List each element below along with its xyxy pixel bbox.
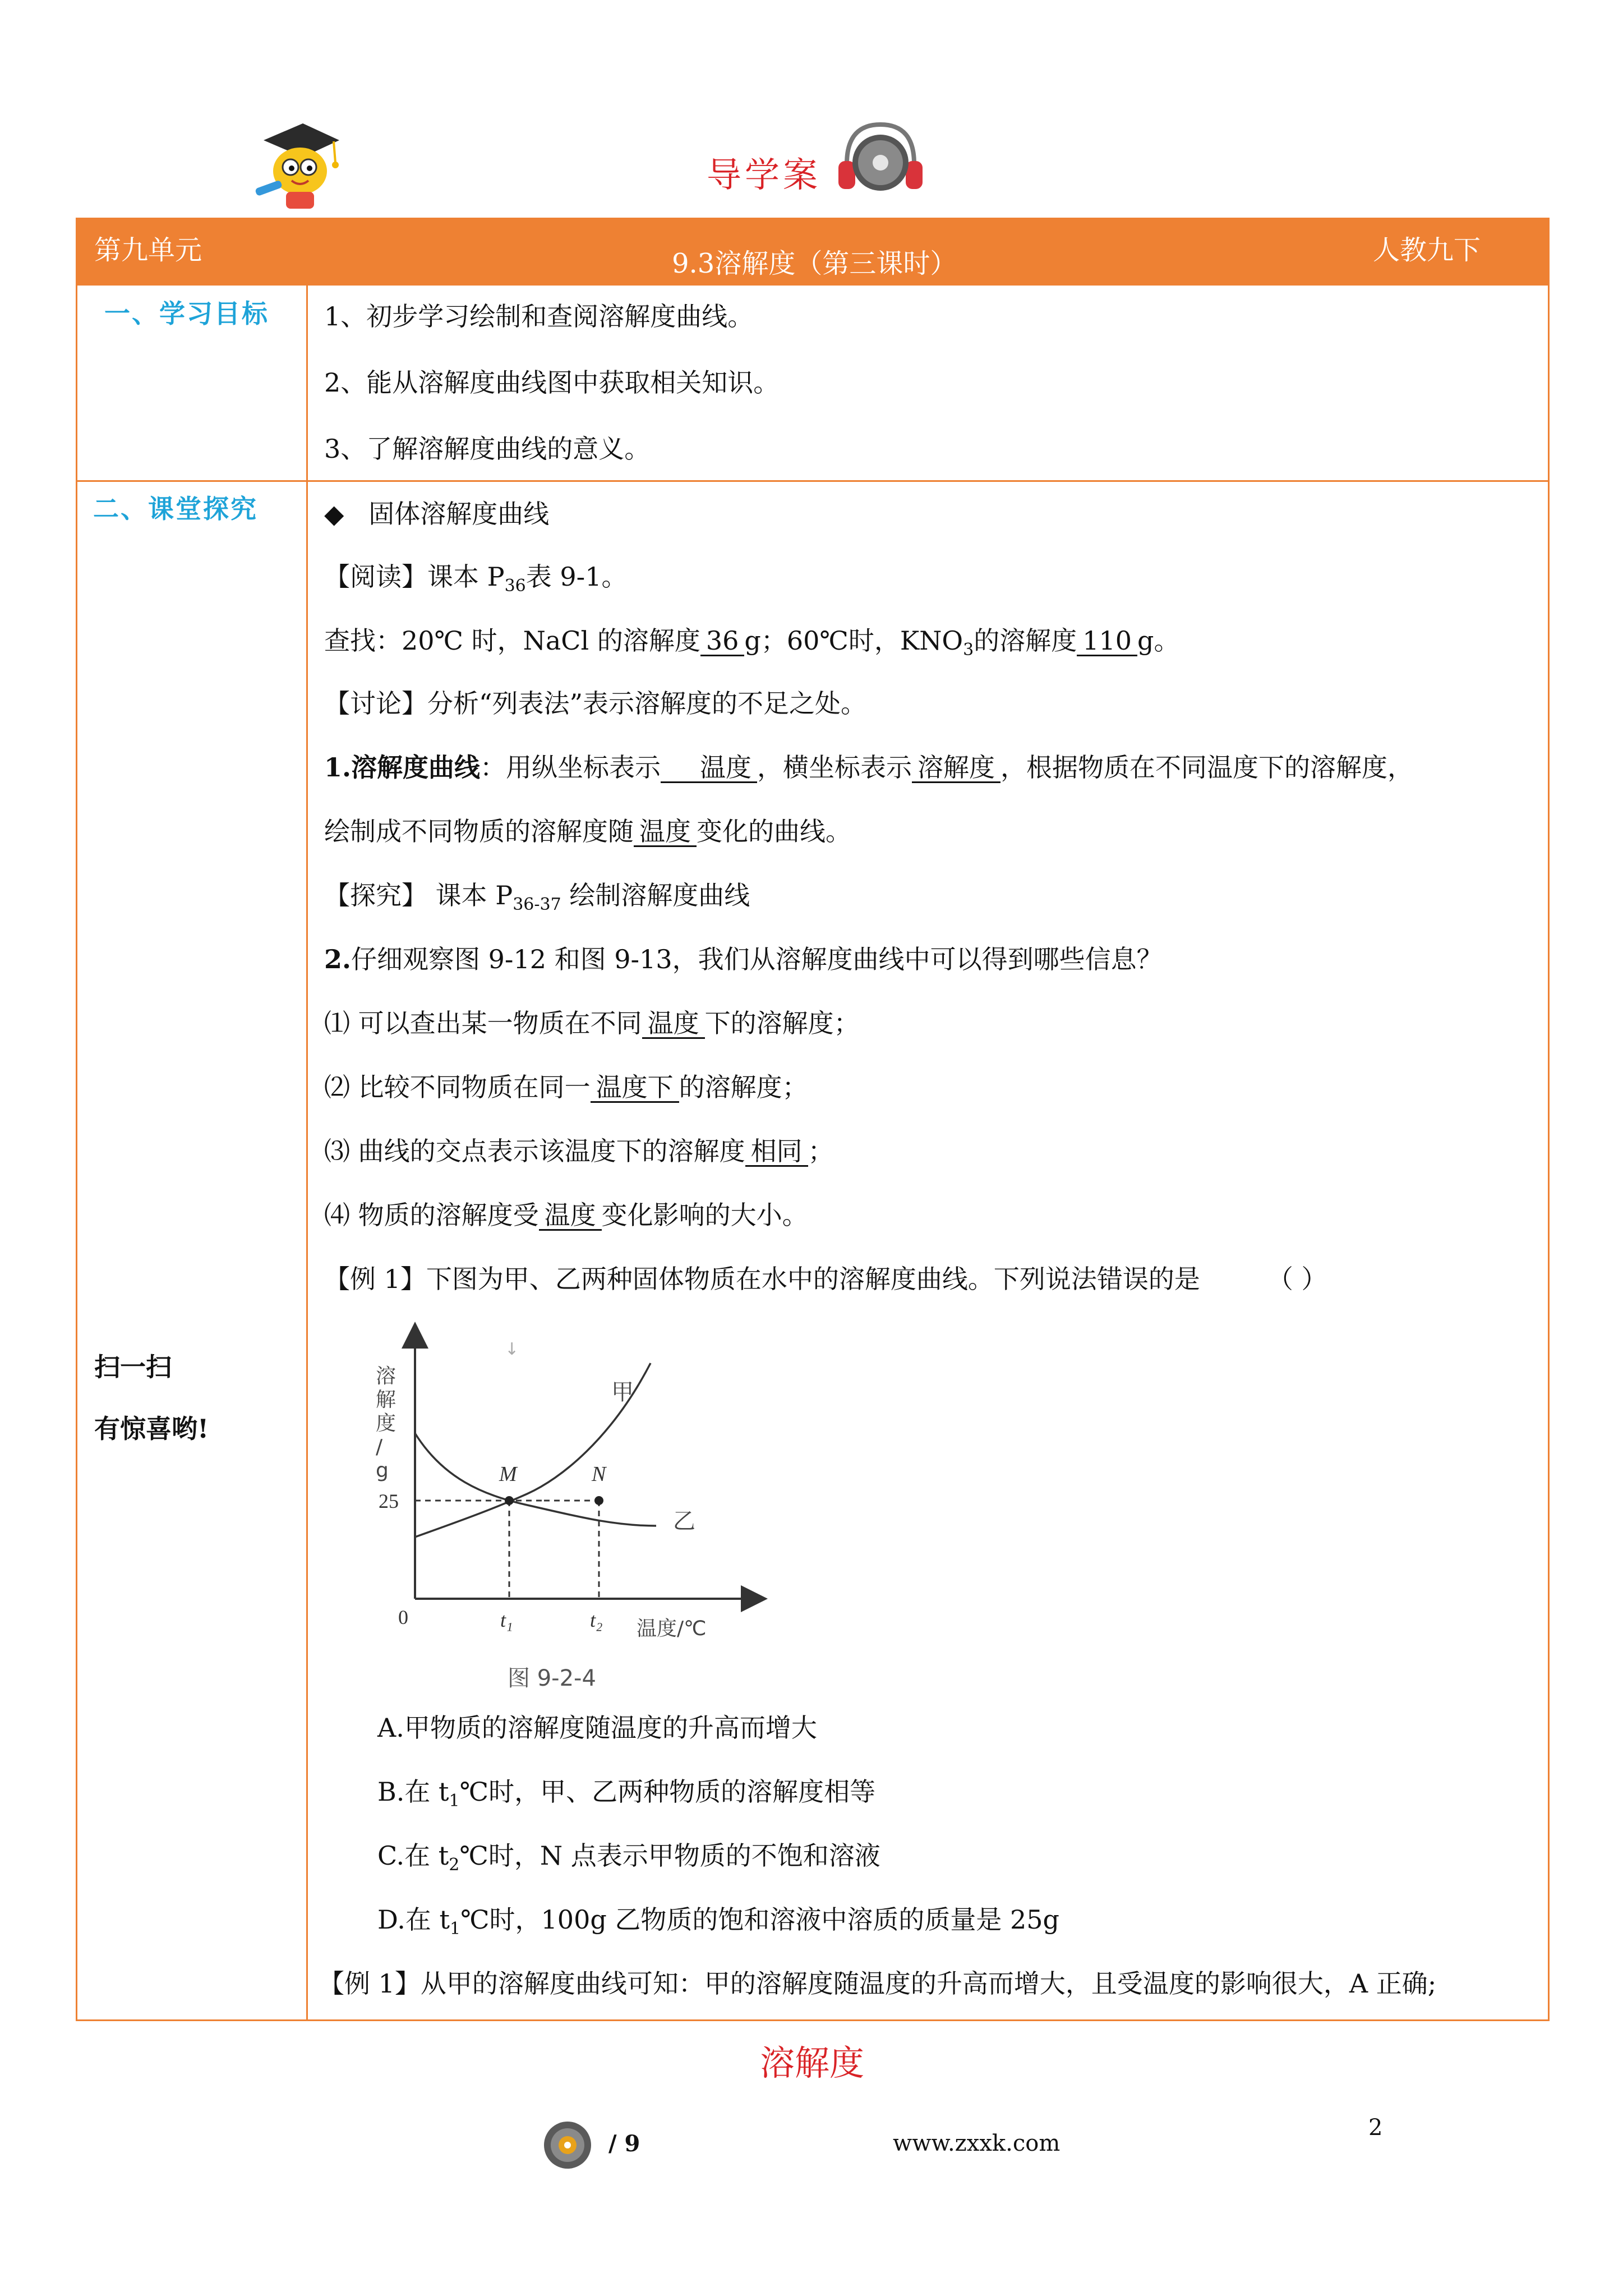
disc-icon (543, 2120, 592, 2170)
y-axis-label-char: 度 (376, 1412, 396, 1435)
read-line: 【阅读】课本 $P_{36}$表 9-1。 (324, 562, 628, 596)
scan-text: 扫一扫 (94, 1352, 172, 1382)
title-bar (77, 219, 1548, 286)
answer-blank: 温度 (539, 1202, 602, 1231)
section-heading: ◆ 固体溶解度曲线 (324, 499, 550, 529)
info-item: ⑷ 物质的溶解度受 温度 变化影响的大小。 (324, 1200, 808, 1230)
answer-blank: 温度 (661, 754, 757, 783)
y-axis-label-char: / (376, 1435, 383, 1458)
question-2: 2.仔细观察图 9-12 和图 9-13，我们从溶解度曲线中可以得到哪些信息？ (324, 944, 1163, 974)
unit-label: 第九单元 (94, 234, 202, 266)
definition-line-2: 绘制成不同物质的溶解度随 温度 变化的曲线。 (324, 816, 851, 846)
lesson-table (76, 218, 1550, 2021)
info-item: ⑴ 可以查出某一物质在不同 温度 下的溶解度； (324, 1008, 860, 1038)
answer-blank: 温度 (642, 1010, 705, 1039)
discuss-line: 【讨论】分析“列表法”表示溶解度的不足之处。 (324, 688, 867, 719)
definition-line: 1.溶解度曲线：用纵坐标表示 温度 ，横坐标表示 溶解度 ，根据物质在不同温度下的溶解度， (324, 752, 1414, 783)
solubility-chart (320, 1315, 813, 1663)
mascot-graduate-icon (247, 118, 342, 213)
answer-blank: 36 (700, 628, 745, 656)
x-axis-label: 温度/℃ (637, 1617, 707, 1640)
info-item: ⑶ 曲线的交点表示该温度下的溶解度 相同 ； (324, 1136, 834, 1166)
curve-yi (415, 1433, 656, 1526)
chart-caption: 图 9-2-4 (508, 1665, 596, 1691)
y-axis-label-char: 解 (376, 1388, 396, 1411)
series-yi-label: 乙 (673, 1508, 695, 1534)
x-tick-t1: t₁ (500, 1609, 513, 1631)
option-c: C.在 $t_2℃$时，N 点表示甲物质的不饱和溶液 (377, 1841, 880, 1875)
origin-label: 0 (398, 1606, 408, 1628)
column-divider (306, 286, 308, 2021)
find-line: 查找：20℃ 时，NaCl 的溶解度 36 g；60℃时，$KNO_3$的溶解度 110 g。 (324, 625, 1180, 660)
explore-label: 二、课堂探究 (93, 494, 258, 524)
info-item: ⑵ 比较不同物质在同一 温度下 的溶解度； (324, 1072, 808, 1102)
diamond-bullet-icon: ◆ (324, 499, 344, 529)
answer-blank: 相同 (745, 1138, 808, 1167)
example-answer: 【例 1】从甲的溶解度曲线可知：甲的溶解度随温度的升高而增大，且受温度的影响很大，A 正确; (319, 1968, 1437, 1999)
y-axis-label (376, 1365, 396, 1482)
y-tick-25: 25 (379, 1490, 399, 1512)
example-prompt: 【例 1】下图为甲、乙两种固体物质在水中的溶解度曲线。下列说法错误的是 （ ） (324, 1264, 1327, 1294)
point-n-label: N (592, 1462, 606, 1486)
option-d: D.在 $t_1℃$时，100g 乙物质的饱和溶液中溶质的质量是 25g (377, 1904, 1060, 1939)
answer-blank: 温度下 (591, 1074, 679, 1103)
point-m (505, 1496, 514, 1505)
page-number: 2 (1368, 2115, 1383, 2141)
goals-label: 一、学习目标 (104, 298, 269, 329)
y-axis-label-char: g (376, 1459, 389, 1482)
goal-item: 2、能从溶解度曲线图中获取相关知识。 (324, 367, 780, 398)
point-m-label: M (499, 1462, 517, 1486)
answer-blank: 110 (1077, 628, 1137, 656)
page-count: / 9 (608, 2131, 640, 2157)
option-b: B.在 $t_1℃$时，甲、乙两种物质的溶解度相等 (377, 1777, 876, 1811)
goal-item: 1、初步学习绘制和查阅溶解度曲线。 (324, 301, 754, 332)
surprise-text: 有惊喜哟! (94, 1414, 209, 1444)
answer-blank: 温度 (634, 818, 697, 847)
footer-website: www.zxxk.com (893, 2131, 1061, 2156)
edition-label: 人教九下 (1373, 234, 1481, 266)
footer-topic: 溶解度 (760, 2042, 865, 2083)
option-a: A.甲物质的溶解度随温度的升高而增大 (377, 1713, 817, 1743)
stray-mark: ↓ (505, 1340, 519, 1359)
y-axis-label-char: 溶 (376, 1365, 396, 1388)
series-jia-label: 甲 (611, 1379, 634, 1405)
header-title: 导学案 (707, 154, 822, 195)
inquiry-line: 【探究】 课本 $P_{36-37}$ 绘制溶解度曲线 (324, 880, 750, 914)
lesson-title: 9.3溶解度（第三课时） (672, 248, 957, 279)
goal-item: 3、了解溶解度曲线的意义。 (324, 434, 651, 464)
point-n (594, 1496, 603, 1505)
x-tick-t2: t₂ (590, 1609, 603, 1631)
answer-blank: 溶解度 (912, 754, 1000, 783)
row-divider (77, 480, 1548, 482)
headphone-record-icon (833, 119, 928, 203)
